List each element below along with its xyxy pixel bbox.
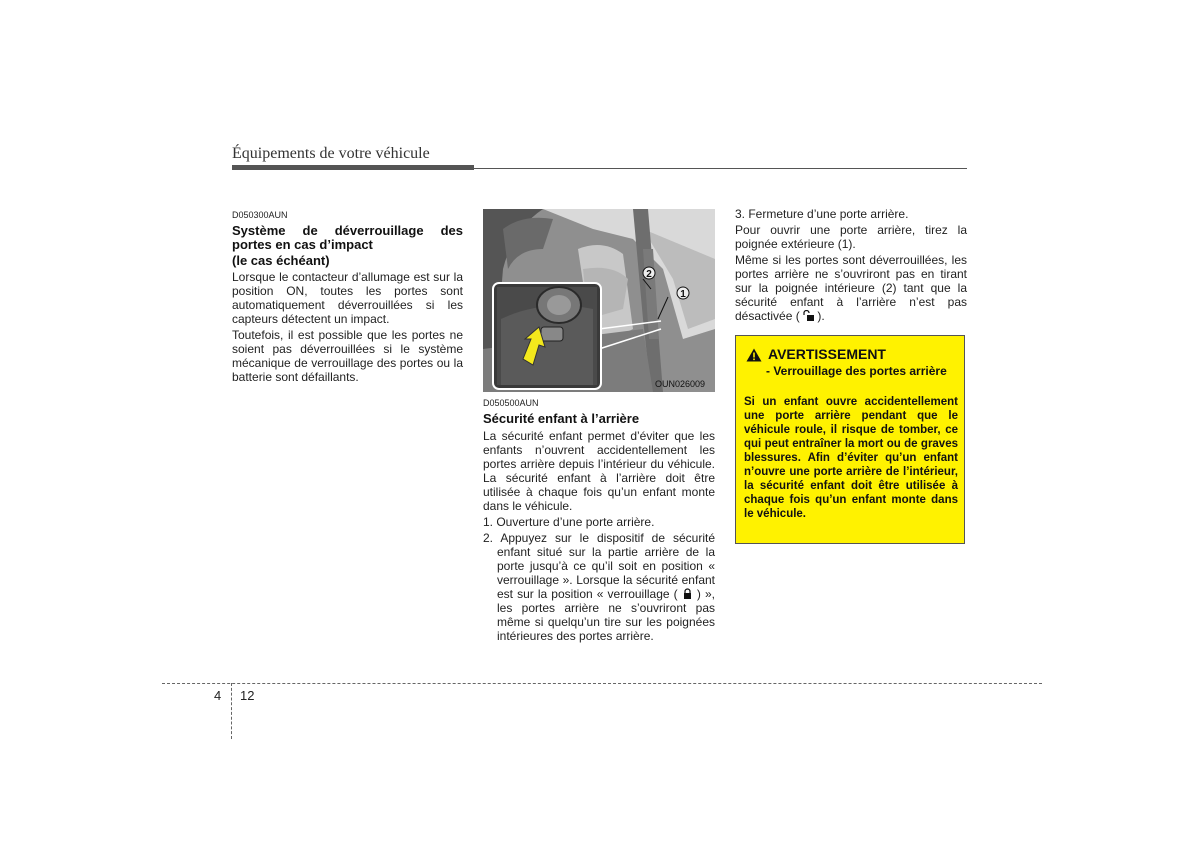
- page-number: 12: [240, 688, 255, 703]
- section-heading-line2: portes en cas d’impact: [232, 237, 373, 252]
- list-item-text: ) », les portes arrière ne s’ouvriront pas même si quelqu’un tire sur les poignées intérieures des portes arrière.: [497, 587, 715, 643]
- paragraph-text: Même si les portes sont déverrouillées, les portes arrière ne s’ouvriront pas en tirant sur la poignée intérieure (2) tant que la sécurité enfant à l’arrière n’est pas désactivée (: [735, 253, 967, 323]
- section-code: D050300AUN: [232, 210, 288, 220]
- header-rule-thick: [232, 165, 474, 170]
- section-heading: Sécurité enfant à l’arrière: [483, 411, 640, 426]
- warning-title: AVERTISSEMENT: [768, 346, 886, 362]
- paragraph: Pour ouvrir une porte arrière, tirez la poignée extérieure (1).: [735, 223, 967, 251]
- rear-door-photo: [483, 209, 715, 392]
- paragraph: Toutefois, il est possible que les portes ne soient pas déverrouillées si le système mécanique de verrouillage des portes ou la batterie sont défaillants.: [232, 328, 463, 384]
- footer-rule: [162, 683, 1042, 684]
- paragraph: La sécurité enfant permet d’éviter que les enfants n’ouvrent accidentellement les portes arrière depuis l’intérieur du véhicule. La sécurité enfant à l’arrière doit être utilisée à chaque fois qu’un enfant monte dans le véhicule.: [483, 429, 715, 513]
- list-item-text: 2. Appuyez sur le dispositif de sécurité enfant situé sur la partie arrière de la porte jusqu’à ce qu’il soit en position « verrouillage ». Lorsque la sécurité enfant est sur la position « verrouillage (: [483, 531, 715, 601]
- warning-box: [735, 335, 965, 544]
- paragraph-text: ).: [817, 309, 825, 323]
- section-code: D050500AUN: [483, 398, 539, 408]
- section-child-safety: [483, 398, 715, 643]
- lock-closed-icon: [682, 588, 693, 599]
- page-header-title: Équipements de votre véhicule: [232, 145, 430, 162]
- paragraph: 3. Fermeture d’une porte arrière.: [735, 207, 909, 221]
- section-impact-unlock: [232, 210, 463, 384]
- label-2: 2: [646, 269, 652, 280]
- section-number: 4: [214, 688, 222, 703]
- list-item: [483, 531, 715, 643]
- section-heading-line1: Système de déverrouillage des: [232, 223, 463, 238]
- paragraph: [735, 253, 967, 323]
- warning-subtitle: - Verrouillage des portes arrière: [766, 364, 947, 378]
- footer-divider: [231, 683, 232, 739]
- lock-open-icon: [803, 310, 814, 321]
- label-1: 1: [680, 289, 686, 300]
- warning-triangle-icon: [746, 348, 762, 362]
- section-heading-line3: (le cas échéant): [232, 253, 330, 268]
- header-rule-thin: [474, 168, 967, 169]
- section-rear-door-closing: [735, 207, 967, 323]
- figure-caption: OUN026009: [655, 379, 706, 389]
- list-item: 1. Ouverture d’une porte arrière.: [483, 515, 655, 529]
- warning-body: Si un enfant ouvre accidentellement une porte arrière pendant que le véhicule roule, il risque de tomber, ce qui peut entraîner la mort ou de graves blessures. Afin d’éviter qu’un enfant n’ouvre une porte arrière de l’intérieur, la sécurité enfant doit être utilisée à chaque fois qu’un enfant monte dans le véhicule.: [744, 396, 958, 520]
- paragraph: Lorsque le contacteur d’allumage est sur la position ON, toutes les portes sont automatiquement déverrouillées si les capteurs détectent un impact.: [232, 270, 463, 326]
- door-illustration: [483, 209, 715, 392]
